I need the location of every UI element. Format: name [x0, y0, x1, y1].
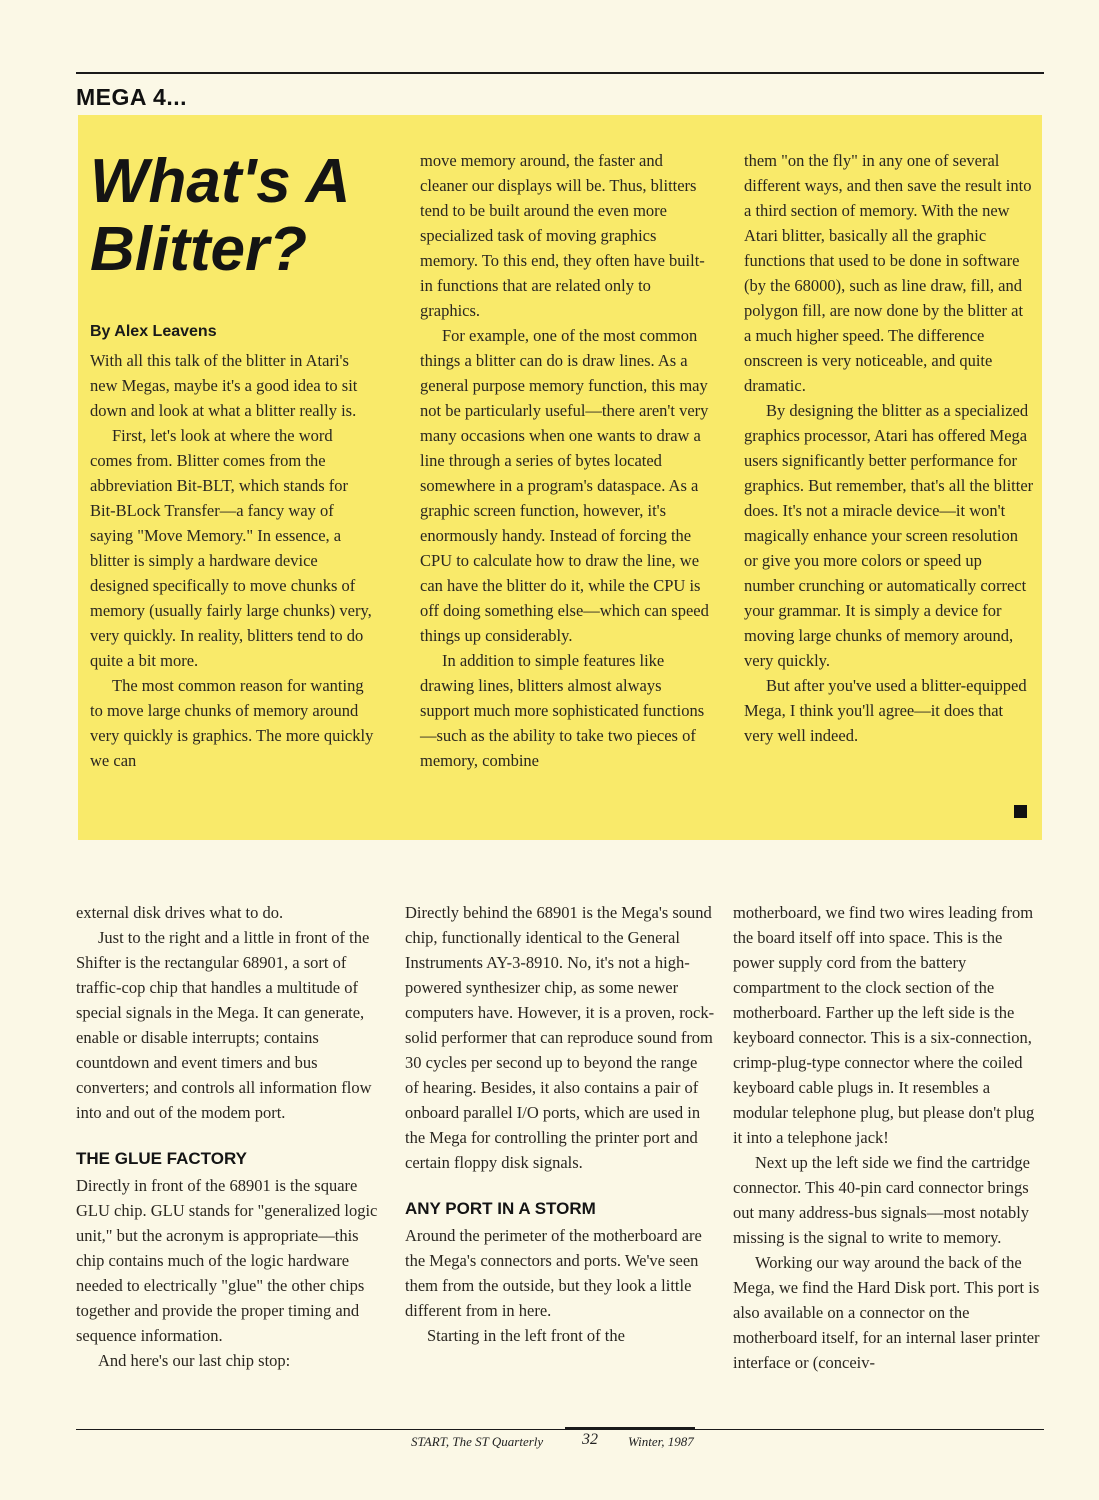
body-column-3: [733, 900, 1043, 1375]
paragraph: With all this talk of the blitter in Atari's new Megas, maybe it's a good idea to sit down and look at what a blitter really is.: [90, 351, 358, 420]
subhead: ANY PORT IN A STORM: [405, 1199, 596, 1218]
end-of-article-mark: [1014, 805, 1027, 818]
paragraph: Next up the left side we find the cartridge connector. This 40-pin card connector brings out many address-bus signals—most notably missing is the signal to write to memory.: [733, 1153, 1030, 1247]
paragraph: First, let's look at where the word comes from. Blitter comes from the abbreviation Bit-BLT, which stands for Bit-BLock Transfer—a fancy way of saying "Move Memory." In essence, a blitter is simply a hardware device designed specifically to move chunks of memory (usually fairly large chunks) very, very quickly. In reality, blitters tend to do quite a bit more.: [90, 426, 372, 670]
paragraph: external disk drives what to do.: [76, 903, 284, 922]
footer-publication: START, The ST Quarterly: [411, 1434, 544, 1449]
top-rule: [76, 72, 1044, 74]
paragraph: Around the perimeter of the motherboard are the Mega's connectors and ports. We've seen them from the outside, but they look a little different from in here.: [405, 1226, 702, 1320]
paragraph: For example, one of the most common things a blitter can do is draw lines. As a general purpose memory function, this may not be particularly useful—there aren't very many occasions when one wants to draw a line through a series of bytes located somewhere in a program's dataspace. As a graphic screen function, however, it's enormously handy. Instead of forcing the CPU to calculate how to draw the line, we can have the blitter do it, while the CPU is off doing something else—which can speed things up considerably.: [420, 326, 709, 645]
paragraph: In addition to simple features like drawing lines, blitters almost always support much more sophisticated functions—such as the ability to take two pieces of memory, combine: [420, 651, 705, 770]
paragraph: Directly in front of the 68901 is the square GLU chip. GLU stands for "generalized logic unit," but the acronym is appropriate—this chip contains much of the logic hardware needed to electrically "glue" the other chips together and provide the proper timing and sequence information.: [76, 1176, 378, 1345]
paragraph: By designing the blitter as a specialized graphics processor, Atari has offered Mega users significantly better performance for graphics. But remember, that's all the blitter does. It's not a miracle device—it won't magically enhance your screen resolution or give you more colors or speed up number crunching or automatically correct your grammar. It is simply a device for moving large chunks of memory around, very quickly.: [744, 401, 1034, 670]
paragraph: motherboard, we find two wires leading from the board itself off into space. This is the power supply cord from the battery compartment to the clock section of the motherboard. Farther up the left side is the keyboard connector. This is a six-connection, crimp-plug-type connector where the coiled keyboard cable plugs in. It resembles a modular telephone plug, but please don't plug it into a telephone jack!: [733, 903, 1035, 1147]
page-number: 32: [582, 1431, 598, 1448]
paragraph: But after you've used a blitter-equipped Mega, I think you'll agree—it does that very well indeed.: [744, 676, 1027, 745]
section-label: MEGA 4...: [76, 84, 187, 110]
body-column-2: [405, 900, 715, 1348]
bottom-rule-accent: [565, 1427, 695, 1430]
subhead: THE GLUE FACTORY: [76, 1149, 247, 1168]
sidebar-column-1: [90, 348, 375, 773]
sidebar-column-3: [744, 148, 1034, 748]
bottom-rule: [76, 1429, 1044, 1430]
sidebar-column-2: [420, 148, 710, 773]
paragraph: Just to the right and a little in front of the Shifter is the rectangular 68901, a sort of traffic-cop chip that handles a multitude of special signals in the Mega. It can generate, enable or disable interrupts; contains countdown and event timers and bus converters; and controls all information flow into and out of the modem port.: [76, 928, 372, 1122]
paragraph: Working our way around the back of the Mega, we find the Hard Disk port. This port is also available on a connector on the motherboard itself, for an internal laser printer interface or (conceiv-: [733, 1253, 1040, 1372]
paragraph: move memory around, the faster and cleaner our displays will be. Thus, blitters tend to be built around the even more specialized task of moving graphics memory. To this end, they often have built-in functions that are related only to graphics.: [420, 151, 705, 320]
paragraph: Starting in the left front of the: [427, 1326, 625, 1345]
body-column-1: [76, 900, 386, 1373]
byline: By Alex Leavens: [90, 323, 217, 340]
paragraph: Directly behind the 68901 is the Mega's sound chip, functionally identical to the General Instruments AY-3-8910. No, it's not a high-powered synthesizer chip, as some newer computers have. However, it is a proven, rock-solid performer that can reproduce sound from 30 cycles per second up to beyond the range of hearing. Besides, it also contains a pair of onboard parallel I/O ports, which are used in the Mega for controlling the printer port and certain floppy disk signals.: [405, 903, 715, 1172]
footer-issue: Winter, 1987: [628, 1434, 694, 1449]
paragraph: The most common reason for wanting to move large chunks of memory around very quickly is graphics. The more quickly we can: [90, 676, 374, 770]
paragraph: them "on the fly" in any one of several different ways, and then save the result into a third section of memory. With the new Atari blitter, basically all the graphic functions that used to be done in software (by the 68000), such as line draw, fill, and polygon fill, are now done by the blitter at a much higher speed. The difference onscreen is very noticeable, and quite dramatic.: [744, 151, 1032, 395]
paragraph: And here's our last chip stop:: [98, 1351, 291, 1370]
sidebar-headline: What's A Blitter?: [90, 147, 349, 284]
